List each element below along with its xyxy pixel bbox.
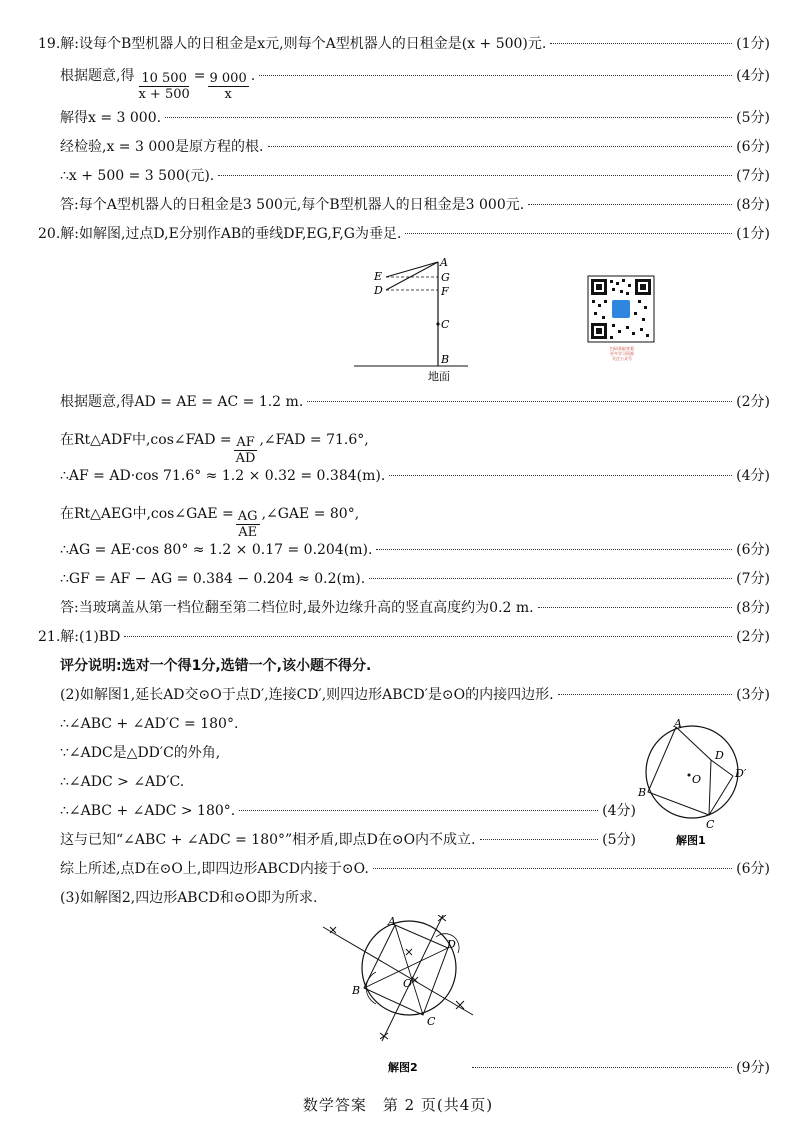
center-o <box>688 774 691 777</box>
label-e: E <box>374 270 383 283</box>
q20-line-3: 在Rt△ADF中,cos∠FAD = $\frac{AF}{AD}$ ,∠FAD = 71.6°, <box>60 432 369 466</box>
svg-text:A: A <box>388 915 396 928</box>
construction-mark <box>406 949 412 955</box>
q21-line-1: 21.解:(1)BD (2分) <box>38 629 770 645</box>
q19-line-4: 经检验,x = 3 000是原方程的根. (6分) <box>60 139 770 155</box>
svg-text:D: D <box>715 749 724 762</box>
q21-line-4: ∴∠ABC + ∠AD′C = 180°. <box>60 716 239 732</box>
construction-mark <box>330 927 336 933</box>
segment-cd-prime <box>709 776 733 815</box>
point-c <box>436 322 439 325</box>
q20-line-5: 在Rt△AEG中,cos∠GAE = $\frac{AG}{AE}$ ,∠GAE = 80°, <box>60 506 360 540</box>
page-footer: 数学答案 第 2 页(共4页) <box>302 1096 494 1114</box>
label-c: C <box>441 318 450 331</box>
q19-line-3: 解得x = 3 000. (5分) <box>60 110 770 126</box>
qr-logo <box>612 300 630 318</box>
label-b: B <box>441 353 450 366</box>
svg-text:O: O <box>692 773 702 786</box>
q20-line-7: ∴GF = AF − AG = 0.384 − 0.204 ≈ 0.2(m). (7分) <box>60 571 770 587</box>
fraction: $\frac{AG}{AE}$ <box>237 509 258 540</box>
q21-figure-2 <box>318 915 478 1075</box>
svg-text:D′: D′ <box>735 767 747 780</box>
q21-line-5: ∵∠ADC是△DD′C的外角, <box>60 745 221 761</box>
q21-line-6: ∴∠ADC > ∠AD′C. <box>60 774 185 790</box>
q21-line-11: (9分) <box>468 1058 770 1080</box>
q21-line-8: 这与已知“∠ABC + ∠ADC = 180°”相矛盾,即点D在⊙O内不成立. (5分) <box>60 832 636 848</box>
q19-line-5: ∴x + 500 = 3 500(元). (7分) <box>60 168 770 184</box>
q21-line-9: 综上所述,点D在⊙O上,即四边形ABCD内接于⊙O. (6分) <box>60 861 770 877</box>
q19-line-6: 答:每个A型机器人的日租金是3 500元,每个B型机器人的日租金是3 000元. (8分) <box>60 197 770 213</box>
svg-text:更多学习资源: 更多学习资源 <box>610 351 634 356</box>
fraction: $\frac{9 000}{x}$ <box>209 71 247 102</box>
q20-line-4: ∴AF = AD·cos 71.6° ≈ 1.2 × 0.32 = 0.384(m). (4分) <box>60 468 770 484</box>
fraction: $\frac{AF}{AD}$ <box>235 435 256 466</box>
svg-text:B: B <box>638 786 647 799</box>
svg-text:扫码获取答案: 扫码获取答案 <box>610 346 634 351</box>
svg-text:C: C <box>706 818 715 831</box>
segment-ae <box>386 262 438 277</box>
q20-line-6: ∴AG = AE·cos 80° ≈ 1.2 × 0.17 = 0.204(m). (6分) <box>60 542 770 558</box>
svg-text:B: B <box>352 984 361 997</box>
q21-figure-1 <box>636 716 776 848</box>
svg-text:D: D <box>447 938 456 951</box>
label-f: F <box>441 285 449 298</box>
figure-1-caption: 解图1 <box>676 834 706 847</box>
q21-line-10: (3)如解图2,四边形ABCD和⊙O即为所求. <box>60 890 318 906</box>
q19-line-2: 根据题意,得 $\frac{10 500}{x + 500}$ = $\frac{9 000}{x}$ . (4分) <box>60 68 770 102</box>
q20-line-1: 20.解:如解图,过点D,E分别作AB的垂线DF,EG,F,G为垂足. (1分) <box>38 226 770 242</box>
segment-dd-prime <box>711 760 733 776</box>
figure-2-caption: 解图2 <box>388 1061 418 1074</box>
svg-text:C: C <box>427 1015 436 1028</box>
label-d: D <box>374 284 383 297</box>
construction-mark <box>438 915 446 921</box>
q21-line-2: 评分说明:选对一个得1分,选错一个,该小题不得分. <box>60 658 372 674</box>
svg-text:关注公众号: 关注公众号 <box>612 356 632 361</box>
label-g: G <box>441 271 450 284</box>
label-ground: 地面 <box>428 370 450 382</box>
q19-line-1: 19.解:设每个B型机器人的日租金是x元,则每个A型机器人的日租金是(x + 500)元. (1分) <box>38 36 770 52</box>
q21-line-3: (2)如解图1,延长AD交⊙O于点D′,连接CD′,则四边形ABCD′是⊙O的内接四边形. (3分) <box>60 687 770 703</box>
q20-line-2: 根据题意,得AD = AE = AC = 1.2 m. (2分) <box>60 394 770 410</box>
q20-line-8: 答:当玻璃盖从第一档位翻至第二档位时,最外边缘升高的竖直高度约为0.2 m. (8分) <box>60 600 770 616</box>
construction-mark <box>380 1033 388 1039</box>
circle-o <box>646 726 738 818</box>
qr-code <box>582 274 662 364</box>
label-a: A <box>440 256 448 269</box>
fraction: $\frac{10 500}{x + 500}$ <box>138 71 190 102</box>
segment-ad <box>386 262 438 290</box>
q21-line-7: ∴∠ABC + ∠ADC > 180°. (4分) <box>60 803 636 819</box>
circle-o <box>362 921 456 1015</box>
svg-text:A: A <box>674 717 682 730</box>
q20-figure <box>350 252 480 382</box>
svg-text:O: O <box>403 977 413 990</box>
diagonal-ac <box>395 925 423 1015</box>
